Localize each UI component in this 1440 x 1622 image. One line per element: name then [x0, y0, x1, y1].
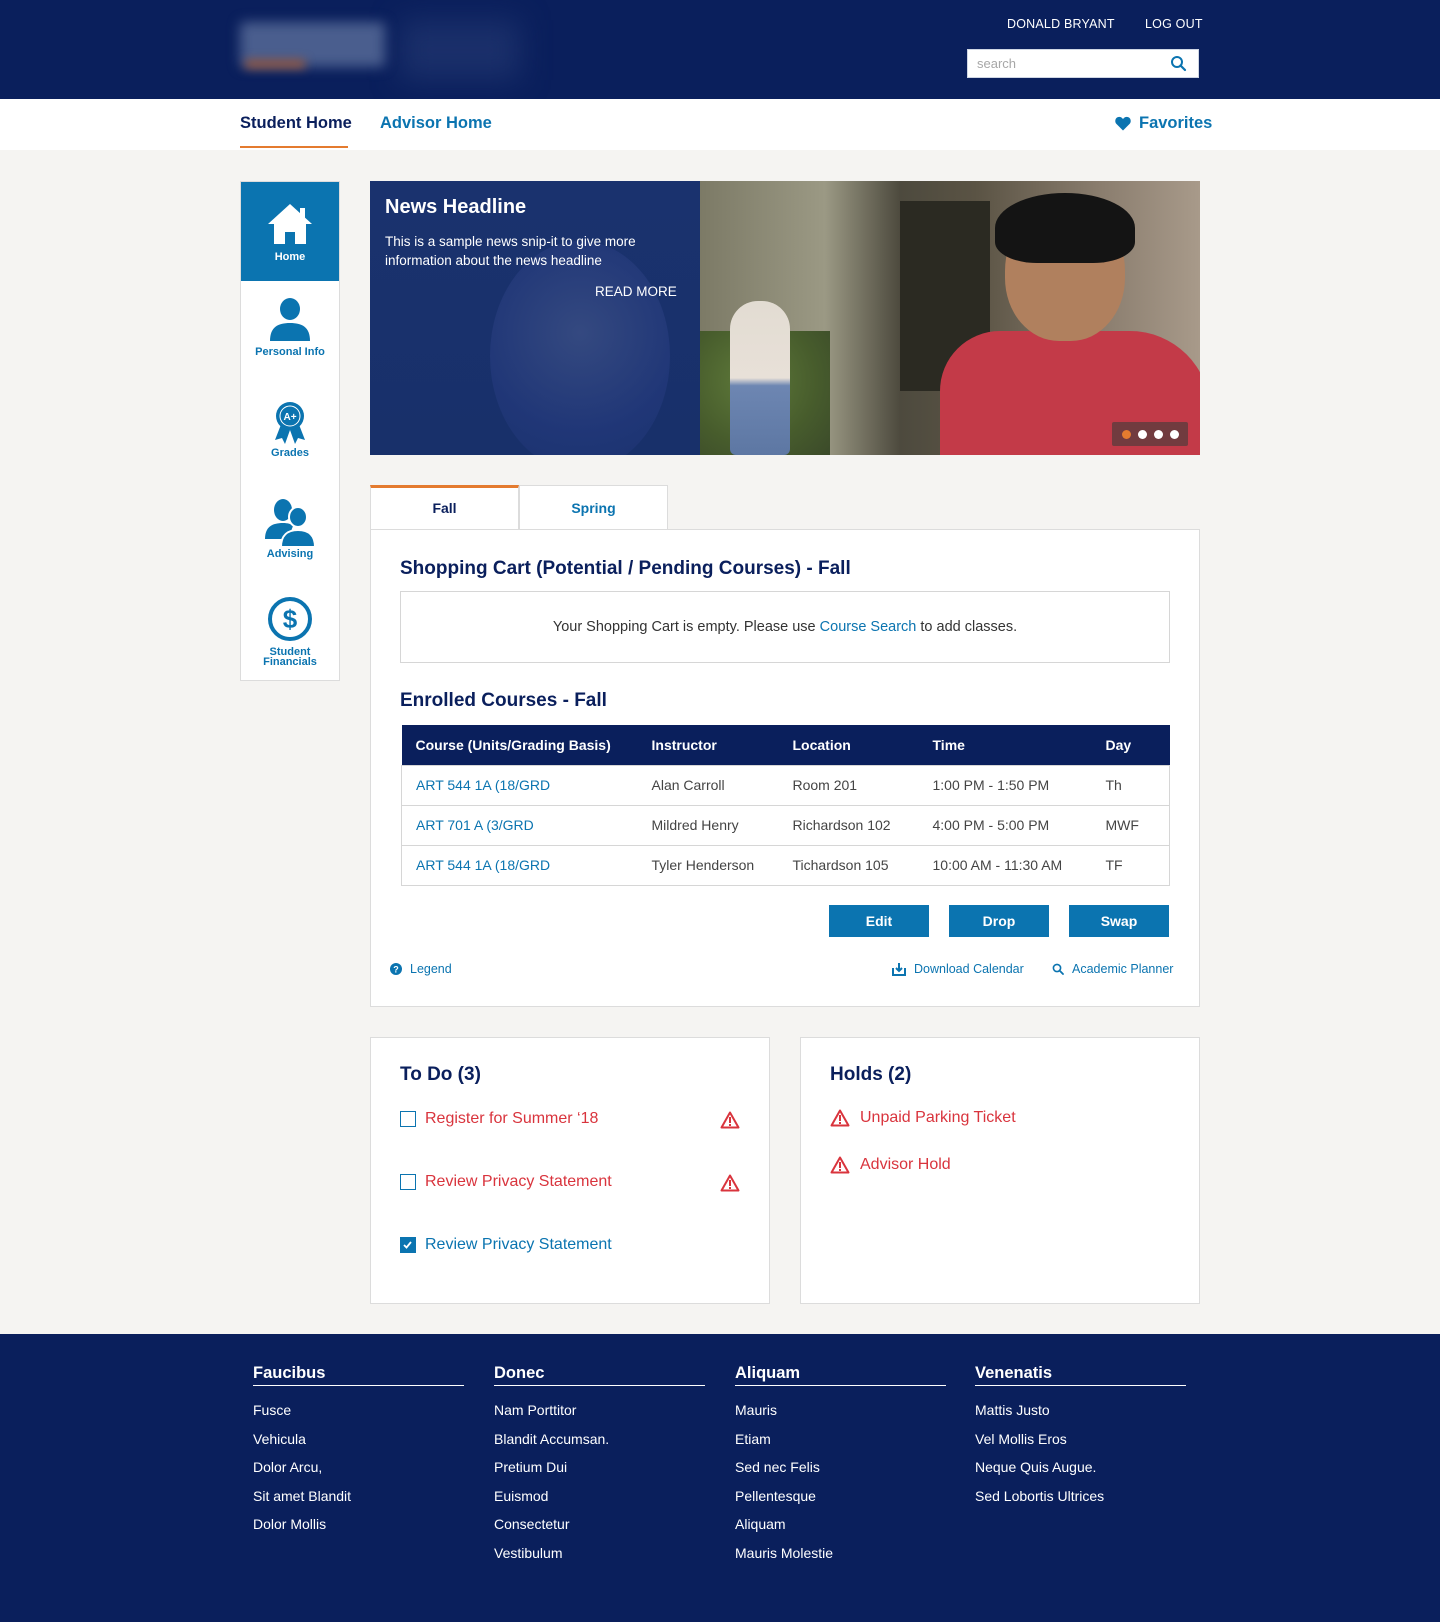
download-calendar-link[interactable] — [892, 962, 1024, 976]
sidebar-item-label: Grades — [271, 447, 309, 459]
sidebar-item-label: Home — [274, 251, 306, 263]
news-overlay-photo — [490, 241, 670, 455]
footer-link[interactable]: Dolor Mollis — [253, 1516, 327, 1532]
todo-checkbox[interactable] — [400, 1111, 416, 1127]
academic-planner-label: Academic Planner — [1072, 962, 1174, 976]
warning-icon — [720, 1111, 740, 1129]
checkmark-icon — [401, 1238, 414, 1251]
dollar-circle-icon — [266, 595, 314, 643]
favorites-label: Favorites — [1139, 114, 1213, 132]
footer-link[interactable]: Mauris — [735, 1402, 778, 1418]
logo-background — [400, 20, 520, 80]
home-icon — [265, 202, 315, 246]
todo-item[interactable] — [400, 1236, 612, 1254]
person-icon — [267, 297, 313, 343]
favorites-link[interactable] — [1115, 114, 1212, 133]
footer-link[interactable]: Sed Lobortis Ultrices — [975, 1487, 1105, 1504]
todo-item-label: Review Privacy Statement — [425, 1173, 612, 1190]
top-header — [0, 0, 1440, 99]
hold-item-label: Advisor Hold — [860, 1156, 951, 1173]
cart-empty-suffix: to add classes. — [916, 619, 1018, 635]
grade-badge-text: A+ — [283, 412, 297, 423]
footer-link[interactable]: Fusce — [253, 1402, 292, 1418]
legend-link[interactable] — [390, 962, 452, 976]
tab-fall[interactable]: Fall — [370, 485, 519, 531]
legend-label: Legend — [410, 962, 452, 976]
carousel-dot[interactable] — [1138, 430, 1147, 439]
heart-icon — [1115, 116, 1131, 131]
sidebar-item-label: Advising — [266, 548, 314, 560]
footer-column — [735, 1364, 946, 1573]
tab-spring[interactable]: Spring — [519, 485, 668, 530]
carousel-indicators — [1112, 422, 1188, 446]
search-box — [967, 49, 1199, 78]
todo-checkbox-checked[interactable] — [400, 1237, 416, 1253]
edit-button[interactable]: Edit — [829, 905, 929, 937]
todo-item-label: Review Privacy Statement — [425, 1236, 612, 1253]
site-footer — [0, 1334, 1440, 1622]
location-cell: Room 201 — [779, 765, 919, 805]
table-header-row — [402, 725, 1170, 765]
footer-link[interactable]: Etiam — [735, 1430, 771, 1447]
footer-link[interactable]: Vehicula — [253, 1430, 306, 1447]
column-header: Instructor — [638, 725, 779, 765]
logo-accent — [245, 60, 305, 68]
carousel-dot[interactable] — [1122, 430, 1131, 439]
course-search-link[interactable]: Course Search — [819, 619, 917, 635]
cart-empty-prefix: Your Shopping Cart is empty. Please use — [552, 619, 820, 635]
location-cell: Tichardson 105 — [779, 845, 919, 885]
todo-checkbox[interactable] — [400, 1174, 416, 1190]
column-header: Day — [1092, 725, 1170, 765]
footer-link[interactable]: Blandit Accumsan. — [494, 1430, 610, 1447]
warning-icon — [720, 1174, 740, 1192]
footer-column — [975, 1364, 1186, 1516]
sidebar-item-label: Student Financials — [263, 646, 317, 668]
sidebar-item-student-financials[interactable] — [241, 595, 339, 680]
academic-planner-link[interactable] — [1052, 962, 1173, 976]
hold-item[interactable] — [830, 1109, 1016, 1127]
footer-link[interactable]: Pellentesque — [735, 1487, 816, 1504]
course-link[interactable]: ART 701 A (3/GRD — [416, 817, 534, 833]
column-header: Location — [779, 725, 919, 765]
svg-text:$: $ — [282, 604, 298, 634]
footer-link[interactable]: Consectetur — [494, 1516, 570, 1532]
news-snippet: This is a sample news snip-it to give more information about the news headline — [385, 234, 636, 268]
todo-item-label: Register for Summer ‘18 — [425, 1110, 599, 1127]
day-cell: MWF — [1092, 805, 1170, 845]
download-calendar-label: Download Calendar — [914, 962, 1024, 976]
day-cell: TF — [1092, 845, 1170, 885]
search-input[interactable] — [968, 50, 1158, 77]
footer-link[interactable]: Dolor Arcu, — [253, 1459, 323, 1475]
award-ribbon-icon — [272, 400, 308, 444]
todo-item[interactable] — [400, 1110, 598, 1128]
time-cell: 10:00 AM - 11:30 AM — [919, 845, 1092, 885]
table-row — [402, 845, 1170, 885]
footer-link[interactable]: Pretium Dui — [494, 1459, 568, 1475]
sub-navigation — [0, 99, 1440, 150]
footer-link[interactable]: Vel Mollis Eros — [975, 1430, 1067, 1447]
logout-link[interactable]: LOG OUT — [1145, 17, 1203, 31]
holds-title: Holds (2) — [830, 1064, 912, 1085]
column-header: Time — [919, 725, 1092, 765]
sidebar-item-personal-info[interactable] — [241, 297, 339, 377]
tab-student-home[interactable]: Student Home — [240, 114, 352, 132]
footer-link[interactable]: Mauris Molestie — [735, 1544, 834, 1561]
footer-link[interactable]: Euismod — [494, 1487, 549, 1504]
footer-column-title: Donec — [494, 1364, 705, 1386]
instructor-cell: Alan Carroll — [638, 765, 779, 805]
enrolled-courses-title: Enrolled Courses - Fall — [400, 690, 607, 711]
footer-link[interactable]: Mattis Justo — [975, 1402, 1050, 1418]
warning-icon — [830, 1156, 850, 1174]
sidebar — [240, 181, 340, 681]
read-more-link[interactable]: READ MORE — [595, 284, 677, 299]
footer-link[interactable]: Sed nec Felis — [735, 1459, 820, 1475]
todo-title: To Do (3) — [400, 1064, 481, 1085]
time-cell: 4:00 PM - 5:00 PM — [919, 805, 1092, 845]
todo-card — [370, 1037, 770, 1304]
footer-column-title: Venenatis — [975, 1364, 1186, 1386]
user-name-link[interactable]: DONALD BRYANT — [1007, 17, 1115, 31]
footer-link[interactable]: Vestibulum — [494, 1544, 563, 1561]
course-link[interactable]: ART 544 1A (18/GRD — [416, 777, 551, 793]
sidebar-item-home[interactable] — [241, 182, 339, 281]
swap-button[interactable]: Swap — [1069, 905, 1169, 937]
drop-button[interactable]: Drop — [949, 905, 1049, 937]
hero-photo-background-person — [730, 301, 790, 455]
warning-icon — [830, 1109, 850, 1127]
tab-advisor-home[interactable]: Advisor Home — [380, 114, 492, 132]
day-cell: Th — [1092, 765, 1170, 805]
news-carousel[interactable] — [370, 181, 1200, 455]
carousel-dot[interactable] — [1154, 430, 1163, 439]
location-cell: Richardson 102 — [779, 805, 919, 845]
hero-photo-student — [930, 201, 1200, 455]
footer-column-title: Aliquam — [735, 1364, 946, 1386]
footer-link[interactable]: Sit amet Blandit — [253, 1487, 352, 1504]
sidebar-item-advising[interactable] — [241, 497, 339, 582]
todo-item[interactable] — [400, 1173, 612, 1191]
courses-panel — [370, 529, 1200, 1007]
hold-item[interactable] — [830, 1156, 951, 1174]
carousel-dot[interactable] — [1170, 430, 1179, 439]
help-icon — [390, 963, 402, 975]
search-icon — [1052, 963, 1064, 975]
sidebar-item-grades[interactable] — [241, 400, 339, 480]
search-icon[interactable] — [1170, 55, 1188, 73]
holds-card — [800, 1037, 1200, 1304]
course-link[interactable]: ART 544 1A (18/GRD — [416, 857, 551, 873]
table-row — [402, 765, 1170, 805]
instructor-cell: Mildred Henry — [638, 805, 779, 845]
footer-column-title: Faucibus — [253, 1364, 464, 1386]
instructor-cell: Tyler Henderson — [638, 845, 779, 885]
footer-link[interactable]: Nam Porttitor — [494, 1402, 577, 1418]
download-icon — [892, 963, 906, 976]
svg-text:?: ? — [393, 964, 399, 975]
footer-column — [253, 1364, 464, 1545]
sidebar-item-label: Personal Info — [255, 346, 325, 358]
active-tab-indicator — [240, 146, 348, 148]
people-icon — [264, 497, 316, 547]
shopping-cart-title: Shopping Cart (Potential / Pending Courses) - Fall — [400, 558, 851, 579]
table-row — [402, 805, 1170, 845]
news-headline: News Headline — [385, 196, 527, 218]
news-overlay — [370, 181, 700, 455]
footer-link[interactable]: Aliquam — [735, 1516, 786, 1532]
column-header: Course (Units/Grading Basis) — [402, 725, 638, 765]
enrolled-courses-table — [401, 725, 1170, 886]
footer-column — [494, 1364, 705, 1573]
time-cell: 1:00 PM - 1:50 PM — [919, 765, 1092, 805]
hold-item-label: Unpaid Parking Ticket — [860, 1109, 1016, 1126]
footer-link[interactable]: Neque Quis Augue. — [975, 1459, 1097, 1475]
shopping-cart-empty-message — [400, 591, 1170, 663]
